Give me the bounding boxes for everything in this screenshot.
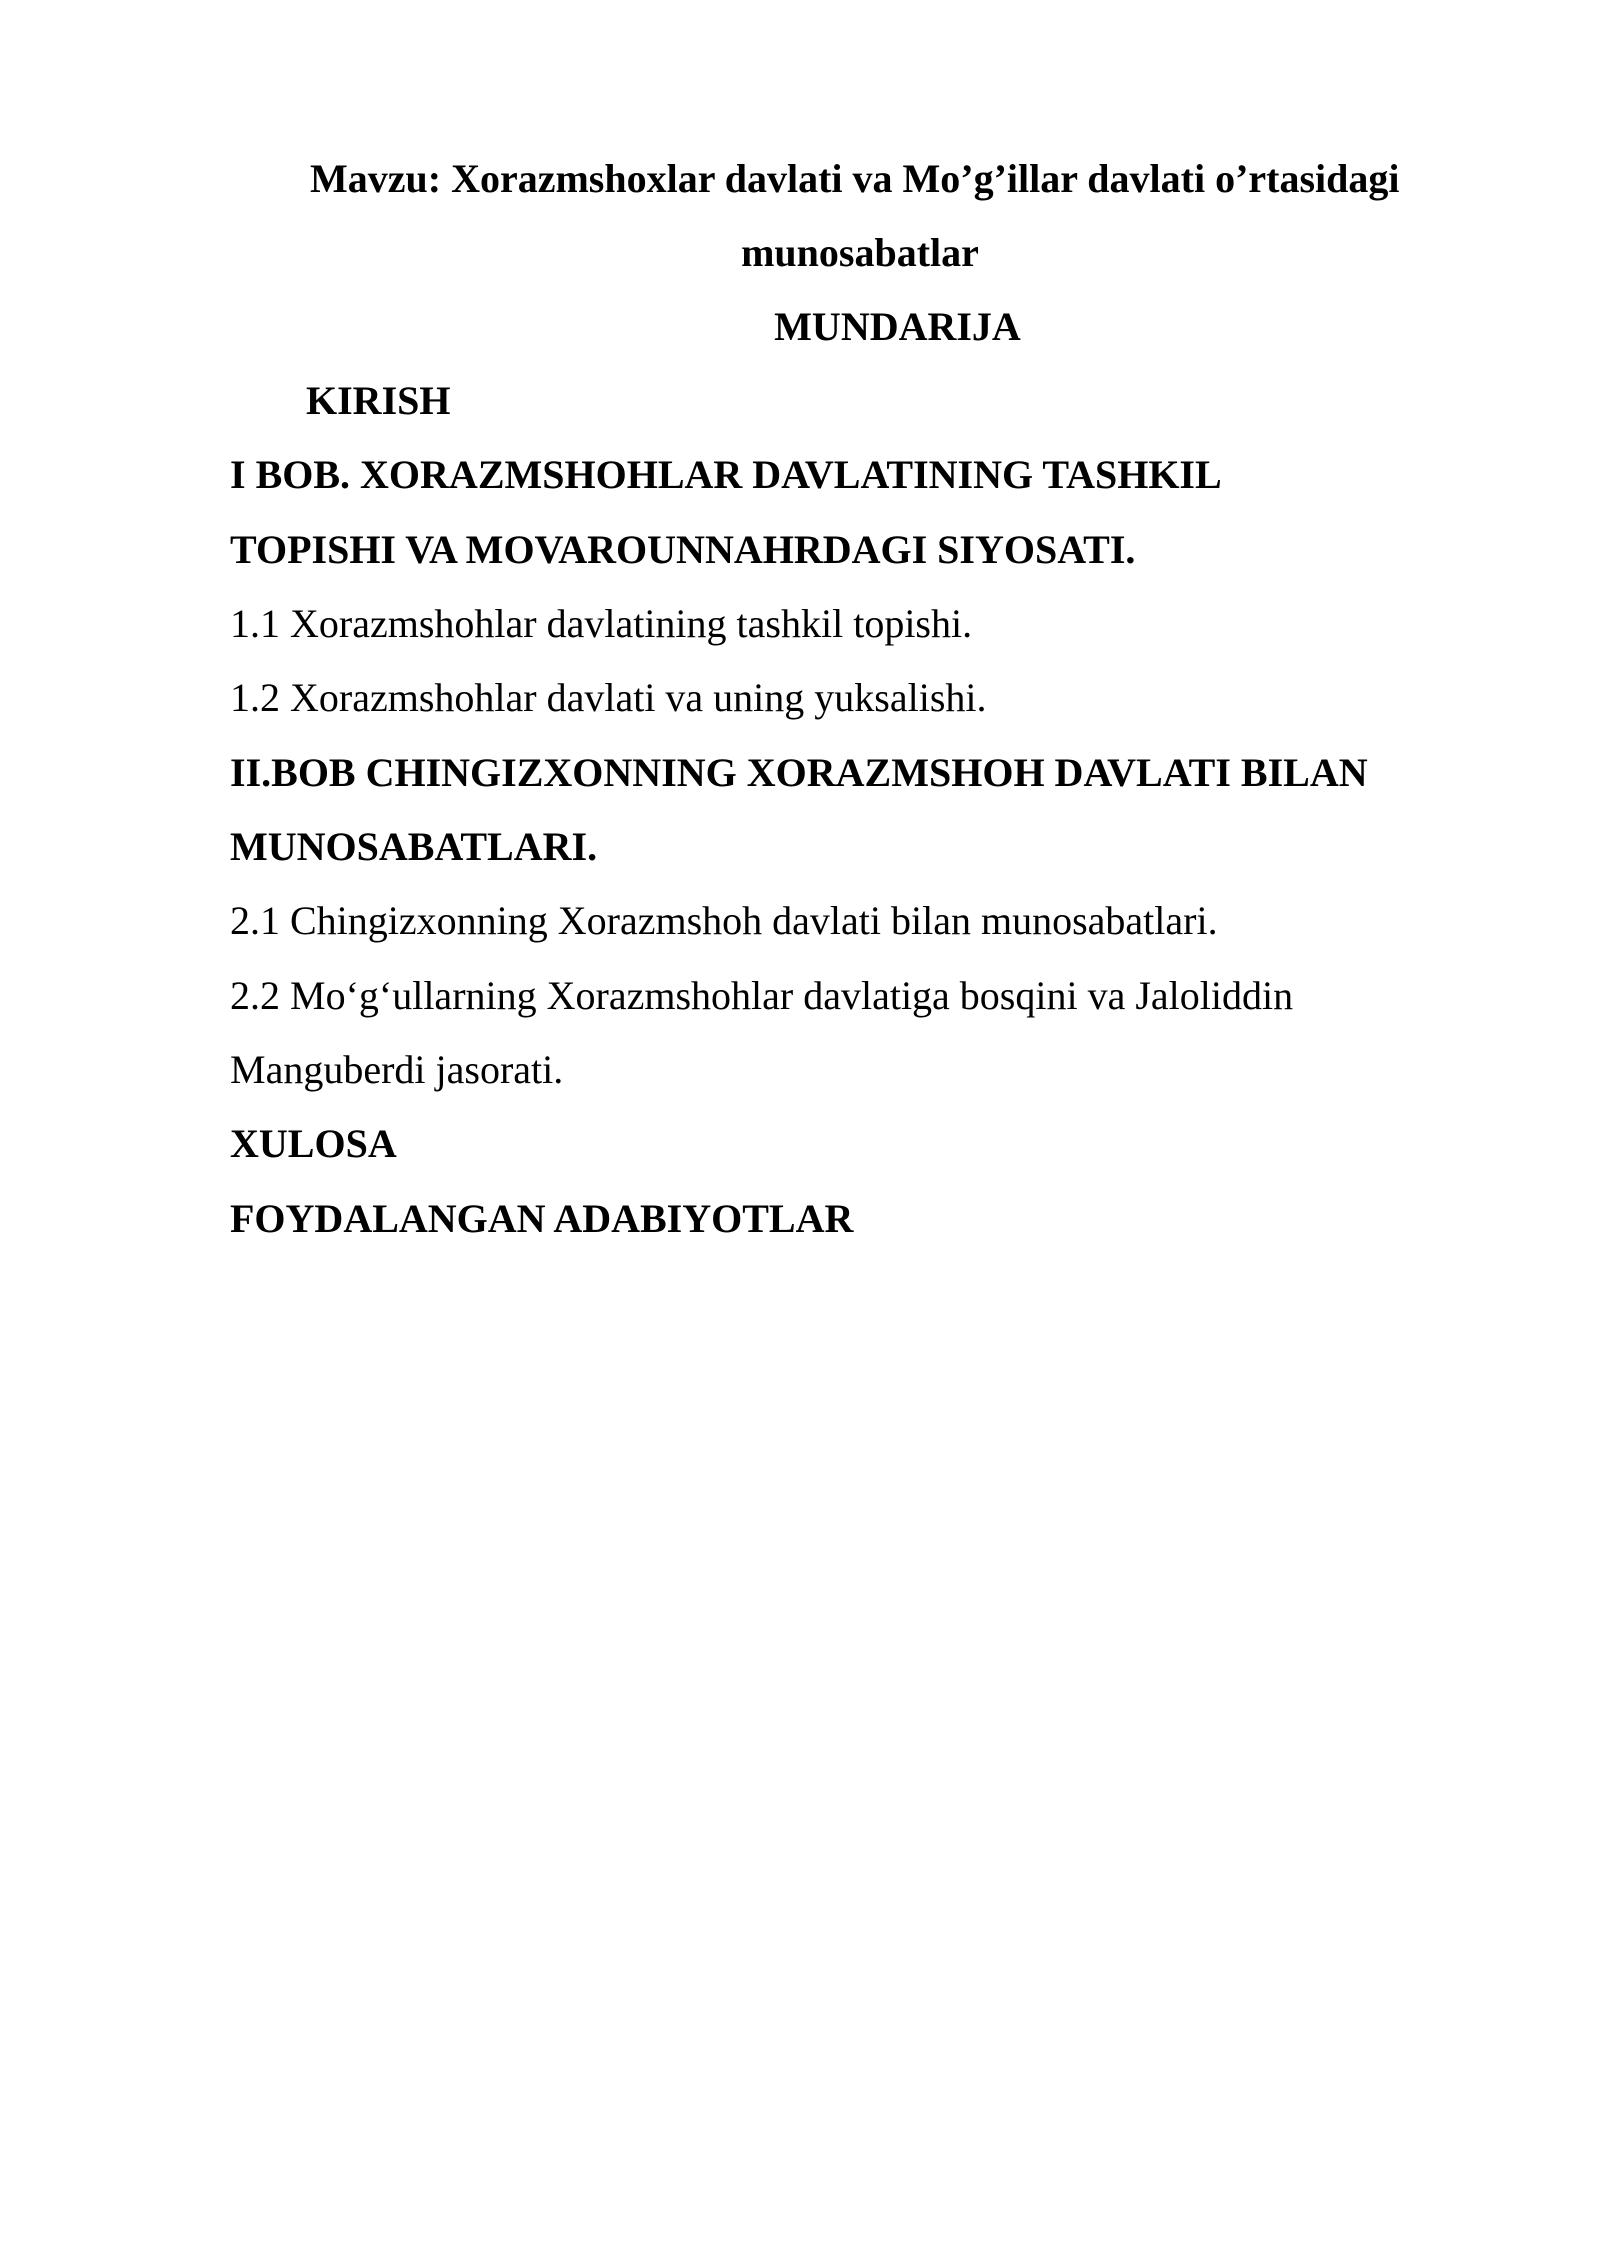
toc-entry-section-2-1: 2.1 Chingizxonning Xorazmshoh davlati bilan munosabatlari. bbox=[230, 898, 1218, 943]
toc-entry-chapter-1-cont: TOPISHI VA MOVAROUNNAHRDAGI SIYOSATI. bbox=[230, 527, 1136, 572]
toc-entry-section-2-2: 2.2 Mo‘g‘ullarning Xorazmshohlar davlatiga bosqini va Jaloliddin bbox=[230, 973, 1294, 1018]
document-title-line-2: munosabatlar bbox=[741, 230, 979, 275]
toc-entry-chapter-1: I BOB. XORAZMSHOHLAR DAVLATINING TASHKIL bbox=[230, 452, 1222, 497]
document-title-line-1: Mavzu: Xorazmshoxlar davlati va Mo’g’illar davlati o’rtasidagi bbox=[310, 156, 1400, 201]
toc-entry-section-1-1: 1.1 Xorazmshohlar davlatining tashkil topishi. bbox=[230, 601, 973, 646]
toc-entry-section-1-2: 1.2 Xorazmshohlar davlati va uning yuksalishi. bbox=[230, 675, 987, 720]
toc-entry-chapter-2-cont: MUNOSABATLARI. bbox=[230, 824, 598, 869]
toc-entry-section-2-2-cont: Manguberdi jasorati. bbox=[230, 1047, 564, 1092]
toc-entry-references: FOYDALANGAN ADABIYOTLAR bbox=[230, 1196, 854, 1241]
toc-entry-conclusion: XULOSA bbox=[230, 1121, 397, 1166]
toc-heading: MUNDARIJA bbox=[774, 304, 1021, 349]
toc-entry-introduction: KIRISH bbox=[306, 378, 451, 423]
toc-entry-chapter-2: II.BOB CHINGIZXONNING XORAZMSHOH DAVLATI BILAN bbox=[230, 750, 1368, 795]
